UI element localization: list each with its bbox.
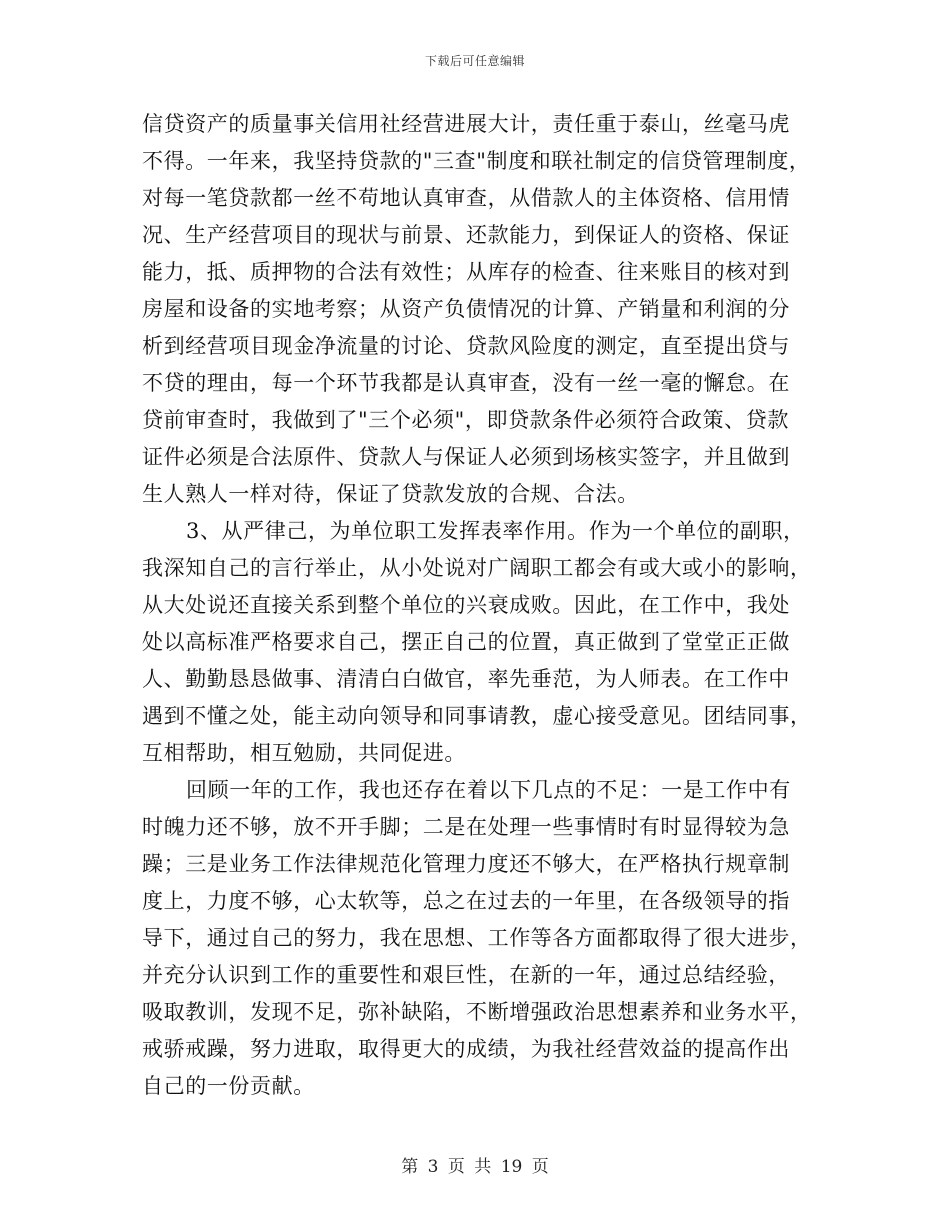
text-line: 吸取教训，发现不足，弥补缺陷，不断增强政治思想素养和业务水平， [142, 1000, 812, 1024]
text-line: 房屋和设备的实地考察；从资产负债情况的计算、产销量和利润的分 [142, 297, 790, 321]
text-line: 自己的一份贡献。 [142, 1074, 315, 1098]
text-line: 躁；三是业务工作法律规范化管理力度还不够大，在严格执行规章制 [142, 852, 790, 876]
text-line: 互相帮助，相互勉励，共同促进。 [142, 741, 466, 765]
text-line: 戒骄戒躁，努力进取，取得更大的成绩，为我社经营效益的提高作出 [142, 1037, 790, 1061]
text-line: 不得。一年来，我坚持贷款的"三查"制度和联社制定的信贷管理制度， [142, 149, 811, 173]
text-line: 析到经营项目现金净流量的讨论、贷款风险度的测定，直至提出贷与 [142, 334, 790, 358]
text-line: 3、从严律己，为单位职工发挥表率作用。作为一个单位的副职， [186, 519, 805, 543]
text-line: 不贷的理由，每一个环节我都是认真审查，没有一丝一毫的懈怠。在 [142, 371, 790, 395]
document-body [142, 106, 814, 1105]
text-line: 生人熟人一样对待，保证了贷款发放的合规、合法。 [142, 482, 639, 506]
text-line: 时魄力还不够，放不开手脚；二是在处理一些事情时有时显得较为急 [142, 815, 790, 839]
text-line: 对每一笔贷款都一丝不苟地认真审查，从借款人的主体资格、信用情 [142, 186, 790, 210]
text-line: 人、勤勤恳恳做事、清清白白做官，率先垂范，为人师表。在工作中 [142, 667, 790, 691]
text-line: 遇到不懂之处，能主动向领导和同事请教，虚心接受意见。团结同事， [142, 704, 812, 728]
text-line: 从大处说还直接关系到整个单位的兴衰成败。因此，在工作中，我处 [142, 593, 790, 617]
text-line: 并充分认识到工作的重要性和艰巨性，在新的一年，通过总结经验， [142, 963, 790, 987]
text-line: 信贷资产的质量事关信用社经营进展大计，责任重于泰山，丝毫马虎 [142, 112, 790, 136]
text-line: 处以高标准严格要求自己，摆正自己的位置，真正做到了堂堂正正做 [142, 630, 790, 654]
text-line: 度上，力度不够，心太软等，总之在过去的一年里，在各级领导的指 [142, 889, 790, 913]
text-line: 能力，抵、质押物的合法有效性；从库存的检查、往来账目的核对到 [142, 260, 790, 284]
page-footer: 第 3 页 共 19 页 [401, 1157, 549, 1177]
text-line: 贷前审查时，我做到了"三个必须"，即贷款条件必须符合政策、贷款 [142, 408, 789, 432]
text-line: 况、生产经营项目的现状与前景、还款能力，到保证人的资格、保证 [142, 223, 790, 247]
text-line: 我深知自己的言行举止，从小处说对广阔职工都会有或大或小的影响， [142, 556, 812, 580]
page-header: 下载后可任意编辑 [424, 54, 525, 68]
text-line: 证件必须是合法原件、贷款人与保证人必须到场核实签字，并且做到 [142, 445, 790, 469]
text-line: 回顾一年的工作，我也还存在着以下几点的不足：一是工作中有 [186, 778, 791, 802]
text-line: 导下，通过自己的努力，我在思想、工作等各方面都取得了很大进步， [142, 926, 812, 950]
